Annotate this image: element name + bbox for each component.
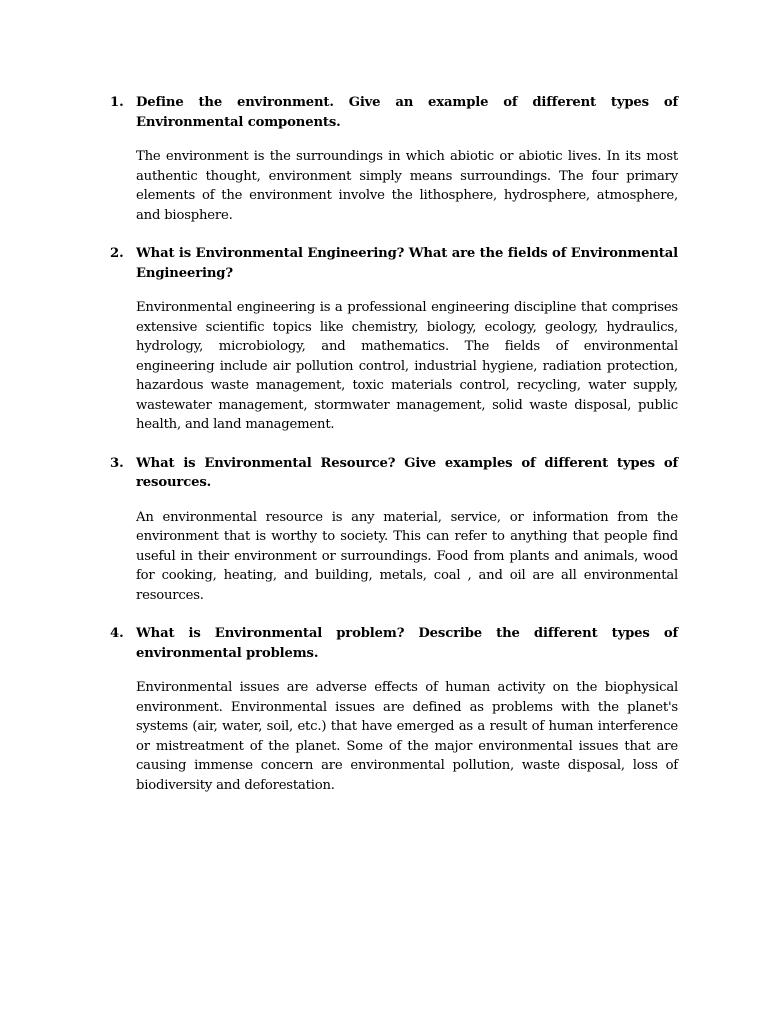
answer-text: An environmental resource is any material, service, or information from the environment that is worthy to society. This can refer to anything that people find useful in their environment or surroundings. Food from plants and animals, wood for cooking, heating, and building, metals, coal , and oil are all environmental resources. — [136, 509, 678, 603]
question-text: What is Environmental Resource? Give examples of different types of resources. — [136, 455, 678, 490]
question-list — [110, 93, 678, 814]
question-item-3 — [110, 454, 678, 606]
question-text: What is Environmental problem? Describe the different types of environmental problems. — [136, 626, 678, 661]
question-text: What is Environmental Engineering? What are the fields of Environmental Engineering? — [136, 246, 678, 281]
answer-text: Environmental issues are adverse effects of human activity on the biophysical environment. Environmental issues are defined as problems with the planet's systems (air, water, soil, etc.) that have emerged as a result of human interference or mistreatment of the planet. Some of the major environmental issues that are causing immense concern are environmental pollution, waste disposal, loss of biodiversity and deforestation. — [136, 680, 678, 793]
answer-text: Environmental engineering is a professional engineering discipline that comprises extensive scientific topics like chemistry, biology, ecology, geology, hydraulics, hydrology, microbiology, and mathematics. The fields of environmental engineering include air pollution control, industrial hygiene, radiation protection, hazardous waste management, toxic materials control, recycling, water supply, wastewater management, stormwater management, solid waste disposal, public health, and land management. — [136, 300, 678, 432]
question-number: 2. — [110, 246, 124, 261]
answer-text: The environment is the surroundings in which abiotic or abiotic lives. In its most authentic thought, environment simply means surroundings. The four primary elements of the environment involve the lithosphere, hydrosphere, atmosphere, and biosphere. — [136, 149, 678, 223]
question-number: 3. — [110, 455, 124, 471]
question-item-2 — [110, 244, 678, 435]
question-number: 4. — [110, 626, 124, 641]
question-number: 1. — [110, 95, 124, 110]
question-text: Define the environment. Give an example of different types of Environmental components. — [136, 95, 678, 130]
question-item-1 — [110, 93, 678, 225]
question-item-4 — [110, 624, 678, 795]
